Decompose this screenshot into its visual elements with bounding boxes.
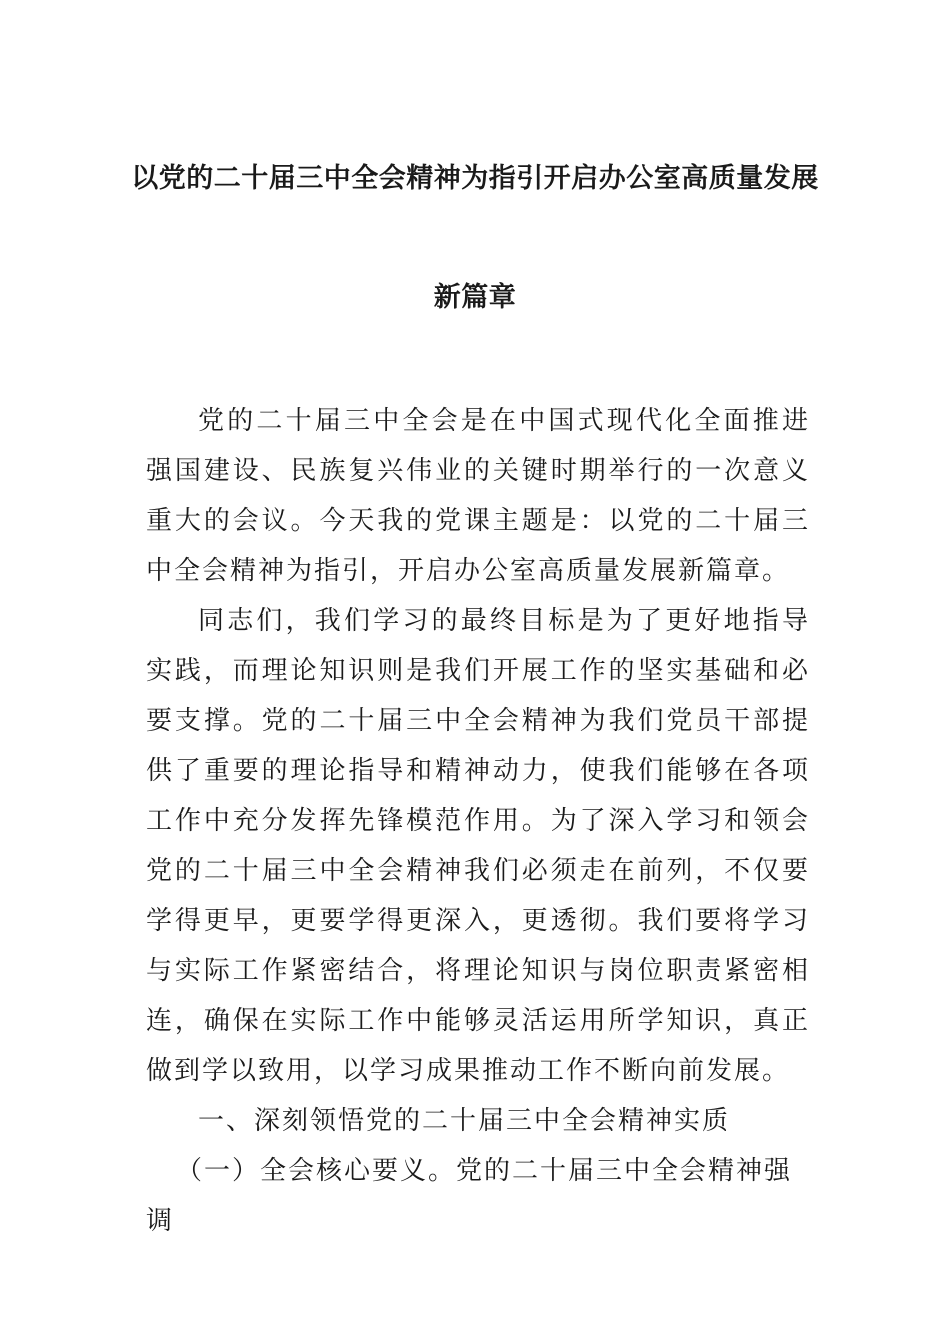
- paragraph-intro: 党的二十届三中全会是在中国式现代化全面推进强国建设、民族复兴伟业的关键时期举行的一次意义重大的会议。今天我的党课主题是：以党的二十届三中全会精神为指引，开启办公室高质量发展新篇章。: [146, 406, 810, 586]
- paragraph-comrades: 同志们，我们学习的最终目标是为了更好地指导实践，而理论知识则是我们开展工作的坚实基础和必要支撑。党的二十届三中全会精神为我们党员干部提供了重要的理论指导和精神动力，使我们能够在各项工作中充分发挥先锋模范作用。为了深入学习和领会党的二十届三中全会精神我们必须走在前列，不仅要学得更早，更要学得更深入，更透彻。我们要将学习与实际工作紧密结合，将理论知识与岗位职责紧密相连，确保在实际工作中能够灵活运用所学知识，真正做到学以致用，以学习成果推动工作不断向前发展。: [146, 606, 810, 1086]
- document-body: [146, 396, 810, 1246]
- document-title-line-2: 新篇章: [433, 282, 517, 313]
- document-title-line-1: 以党的二十届三中全会精神为指引开启办公室高质量发展: [131, 163, 819, 194]
- subsection-heading: （一）全会核心要义。党的二十届三中全会精神强调: [146, 1156, 793, 1236]
- section-heading: 一、深刻领悟党的二十届三中全会精神实质: [198, 1106, 731, 1136]
